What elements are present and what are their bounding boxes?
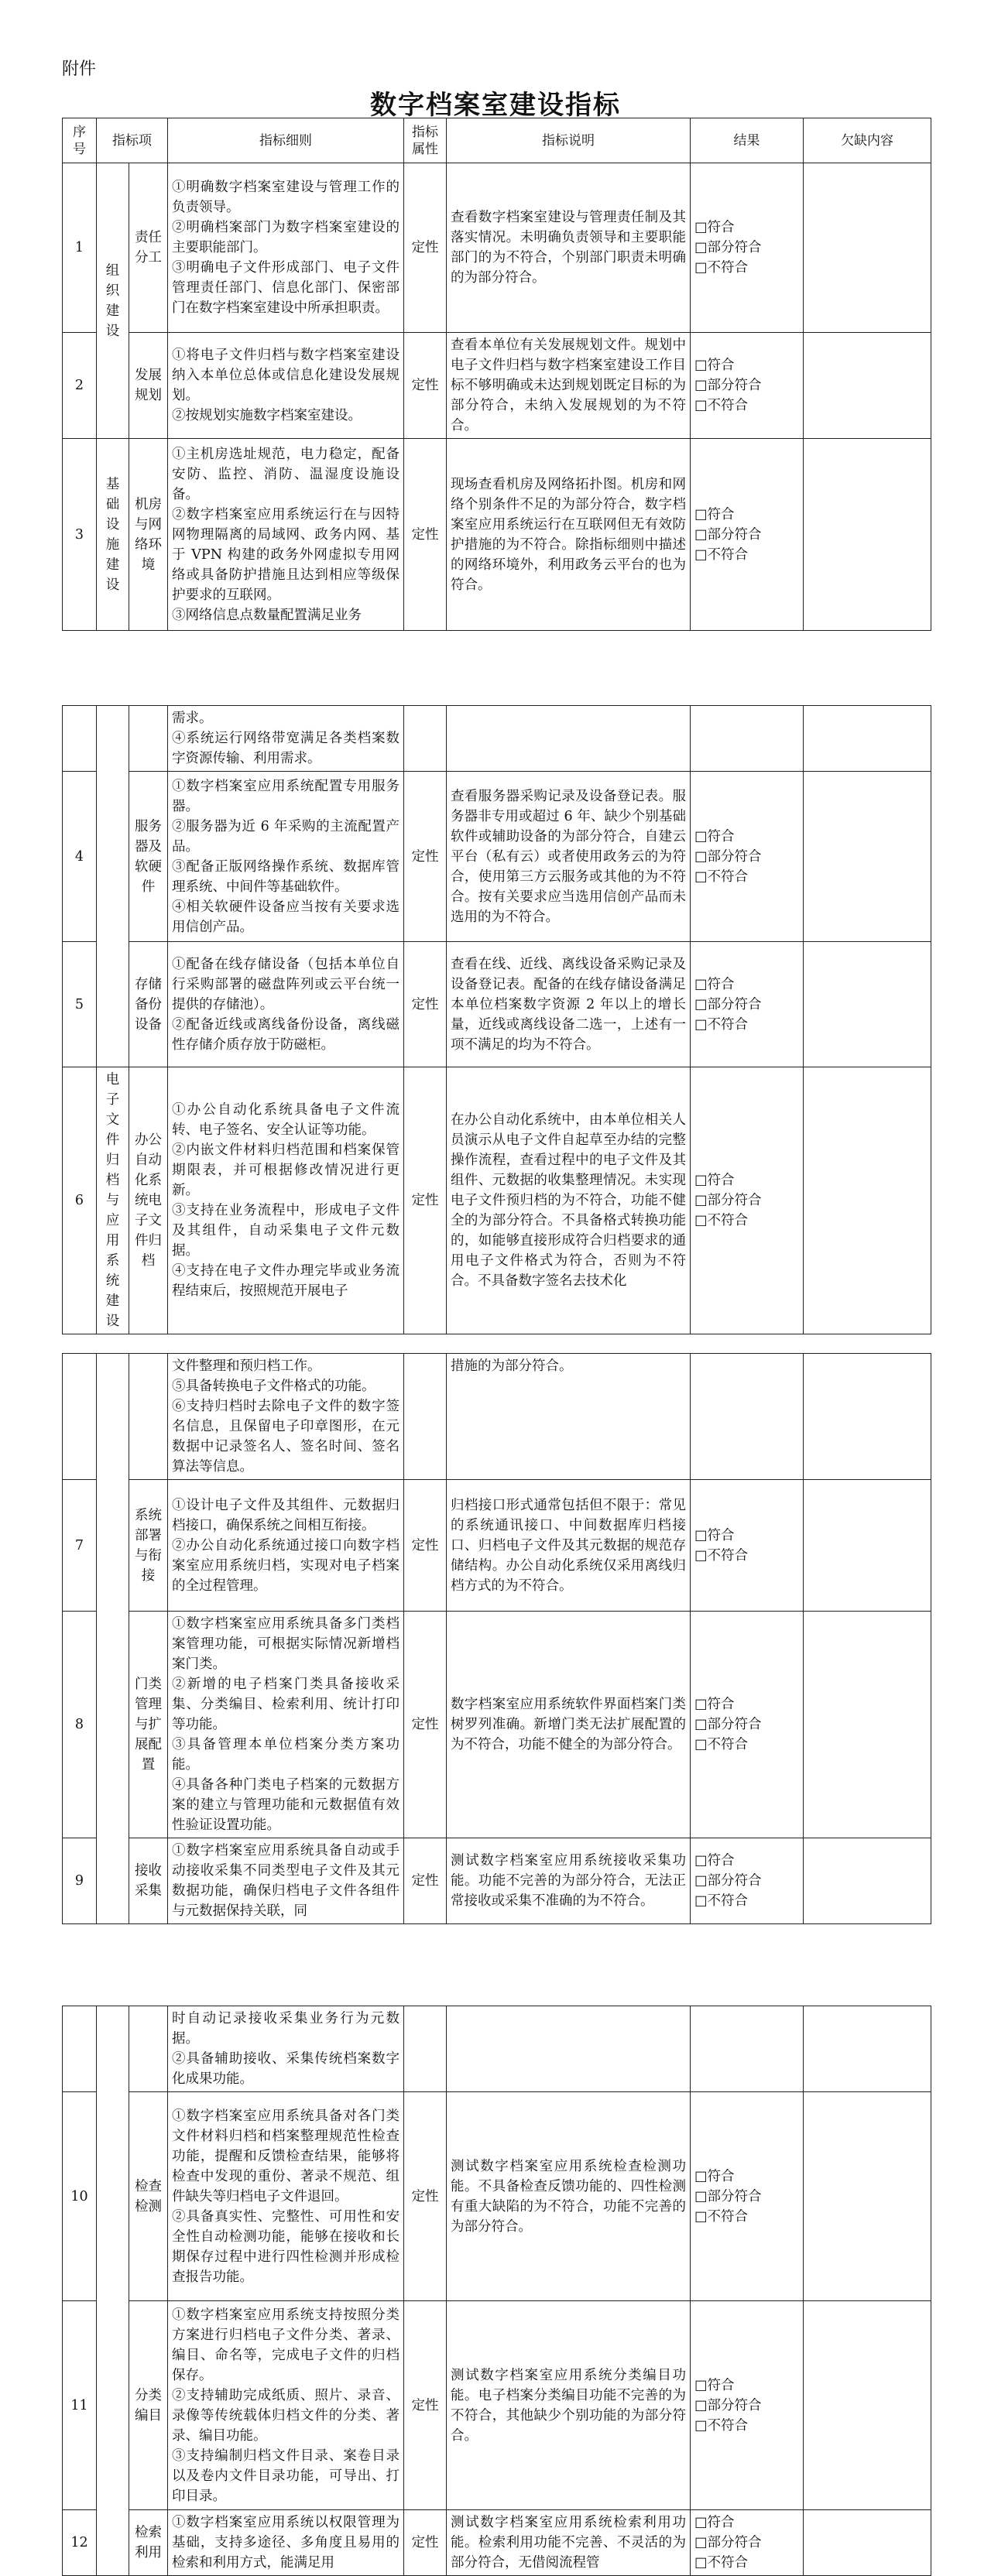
detail-cell	[168, 2301, 404, 2510]
result-option-nonconform[interactable]: □不符合	[694, 2417, 749, 2434]
item-infra	[97, 439, 129, 631]
detail-cell	[168, 1067, 404, 1334]
result-option-conform[interactable]: □符合	[694, 2515, 735, 2530]
detail-line: ②明确档案部门为数字档案室建设的主要职能部门。	[172, 220, 399, 255]
item-system-cont	[97, 1354, 129, 1924]
result-option-nonconform[interactable]: □不符合	[694, 2555, 749, 2571]
missing-cell[interactable]	[804, 163, 931, 333]
detail-line: ②具备真实性、完整性、可用性和安全性自动检测功能，能够在接收和长期保存过程中进行四性检测并形成检查报告功能。	[172, 2208, 399, 2285]
row-seq	[63, 706, 97, 772]
sub-item: 责任分工	[129, 163, 168, 333]
attachment-label: 附件	[62, 60, 97, 79]
attr-cell	[404, 2006, 447, 2092]
missing-cell[interactable]	[804, 1612, 931, 1838]
indicator-table-page-1	[62, 118, 931, 631]
result-option-nonconform[interactable]: □不符合	[694, 1547, 749, 1564]
indicator-table-page-3	[62, 1353, 931, 1924]
detail-line: ④相关软硬件设备应当按有关要求选用信创产品。	[172, 899, 399, 935]
attr-cell	[404, 1354, 447, 1480]
explanation-cell: 查看在线、近线、离线设备采购记录及设备登记表。配备的在线存储设备满足本单位档案数字资源 2 年以上的增长量，近线或离线设备二选一，上述有一项不满足的均为不符合。	[447, 942, 691, 1067]
header-explanation: 指标说明	[447, 118, 691, 163]
missing-cell[interactable]	[804, 2301, 931, 2510]
attr-cell: 定性	[404, 333, 447, 439]
missing-cell[interactable]	[804, 439, 931, 631]
row-seq	[63, 1354, 97, 1480]
table-row	[63, 1354, 931, 1480]
result-option-partial[interactable]: □部分符合	[694, 2397, 762, 2413]
detail-line: ③支持在业务流程中，形成电子文件及其组件，自动采集电子文件元数据。	[172, 1203, 399, 1259]
row-seq: 3	[63, 439, 97, 631]
detail-line: ③网络信息点数量配置满足业务	[172, 607, 362, 623]
result-option-conform[interactable]: □符合	[694, 506, 735, 522]
row-seq: 12	[63, 2510, 97, 2576]
result-option-conform[interactable]: □符合	[694, 358, 735, 373]
result-cell	[691, 942, 804, 1067]
row-seq: 8	[63, 1612, 97, 1838]
explanation-cell: 测试数字档案室应用系统接收采集功能。功能不完善的为部分符合，无法正常接收或采集不准确的为不符合。	[447, 1838, 691, 1924]
explanation-cell: 在办公自动化系统中，由本单位相关人员演示从电子文件自起草至办结的完整操作流程，查看过程中的电子文件及其组件、元数据的收集整理情况。未实现电子文件预归档的为不符合，功能不健全的为部分符合。不具备格式转换功能的，如能够直接形成符合归档要求的通用电子文件格式为符合，否则为不符合。不具备数字签名去技术化	[447, 1067, 691, 1334]
missing-cell[interactable]	[804, 1354, 931, 1480]
result-option-conform[interactable]: □符合	[694, 1173, 735, 1188]
result-cell	[691, 2301, 804, 2510]
sub-item: 服务器及软硬件	[129, 772, 168, 942]
row-seq: 2	[63, 333, 97, 439]
table-header-row	[63, 118, 931, 163]
item-infra-label: 基础设施建设	[105, 476, 120, 593]
detail-line: ④具备各种门类电子档案的元数据方案的建立与管理功能和元数据值有效性验证设置功能。	[172, 1777, 399, 1833]
header-attr: 指标属性	[404, 118, 447, 163]
detail-cell	[168, 333, 404, 439]
row-seq: 6	[63, 1067, 97, 1334]
row-seq: 7	[63, 1480, 97, 1612]
sub-item: 检查检测	[129, 2092, 168, 2301]
sub-item: 门类管理与扩展配置	[129, 1612, 168, 1838]
result-option-partial[interactable]: □部分符合	[694, 848, 762, 865]
detail-cell	[168, 942, 404, 1067]
missing-cell[interactable]	[804, 1480, 931, 1612]
result-option-partial[interactable]: □部分符合	[694, 1193, 762, 1208]
table-row	[63, 772, 931, 942]
detail-line: ①办公自动化系统具备电子文件流转、电子签名、安全认证等功能。	[172, 1102, 399, 1138]
result-cell	[691, 706, 804, 772]
item-org	[97, 163, 129, 439]
missing-cell[interactable]	[804, 2510, 931, 2576]
attr-cell: 定性	[404, 1612, 447, 1838]
table-row	[63, 163, 931, 333]
explanation-cell	[447, 706, 691, 772]
table-row	[63, 2301, 931, 2510]
result-cell	[691, 2092, 804, 2301]
table-row	[63, 942, 931, 1067]
detail-line: ②服务器为近 6 年采购的主流配置产品。	[172, 818, 399, 855]
detail-line: 文件整理和预归档工作。	[172, 1358, 321, 1374]
detail-line: ③配备正版网络操作系统、数据库管理系统、中间件等基础软件。	[172, 858, 399, 895]
sub-item: 分类编目	[129, 2301, 168, 2510]
sub-item: 办公自动化系统电子文件归档	[129, 1067, 168, 1334]
result-option-conform[interactable]: □符合	[694, 1697, 735, 1712]
detail-line: ④系统运行网络带宽满足各类档案数字资源传输、利用需求。	[172, 731, 399, 766]
result-option-partial[interactable]: □部分符合	[694, 240, 762, 255]
result-option-partial[interactable]: □部分符合	[694, 2535, 762, 2550]
result-option-conform[interactable]: □符合	[694, 1527, 735, 1543]
item-system	[97, 1067, 129, 1334]
sub-item: 发展规划	[129, 333, 168, 439]
missing-cell[interactable]	[804, 2092, 931, 2301]
detail-cell	[168, 1838, 404, 1924]
detail-cell	[168, 439, 404, 631]
result-cell	[691, 333, 804, 439]
result-option-nonconform[interactable]: □不符合	[694, 1213, 749, 1228]
table-row	[63, 2510, 931, 2576]
sub-item: 检索利用	[129, 2510, 168, 2576]
sub-item: 机房与网络环境	[129, 439, 168, 631]
detail-cell	[168, 2092, 404, 2301]
detail-line: ⑤具备转换电子文件格式的功能。	[172, 1379, 375, 1394]
result-option-nonconform[interactable]: □不符合	[694, 546, 749, 563]
table-row	[63, 706, 931, 772]
detail-line: ①数字档案室应用系统以权限管理为基础，支持多途径、多角度且易用的检索和利用方式，能满足用	[172, 2515, 399, 2571]
attr-cell: 定性	[404, 2301, 447, 2510]
attr-cell: 定性	[404, 439, 447, 631]
detail-cell	[168, 163, 404, 333]
attr-cell: 定性	[404, 163, 447, 333]
row-seq: 1	[63, 163, 97, 333]
result-cell	[691, 1838, 804, 1924]
detail-cell	[168, 2510, 404, 2576]
result-option-partial[interactable]: □部分符合	[694, 526, 762, 543]
result-cell	[691, 1354, 804, 1480]
result-option-conform[interactable]: □符合	[694, 2168, 735, 2184]
explanation-cell: 测试数字档案室应用系统分类编目功能。电子档案分类编目功能不完善的为不符合，其他缺少个别功能的为部分符合。	[447, 2301, 691, 2510]
result-option-partial[interactable]: □部分符合	[694, 996, 762, 1012]
attr-cell	[404, 706, 447, 772]
attr-cell: 定性	[404, 2510, 447, 2576]
result-option-nonconform[interactable]: □不符合	[694, 260, 749, 276]
attr-cell: 定性	[404, 1480, 447, 1612]
result-cell	[691, 1067, 804, 1334]
detail-cell	[168, 1354, 404, 1480]
explanation-cell: 查看服务器采购记录及设备登记表。服务器非专用或超过 6 年、缺少个别基础软件或辅助设备的为部分符合，自建云平台（私有云）或者使用政务云的为符合，使用第三方云服务或其他的为不符合。按有关要求应当选用信创产品而未选用的为不符合。	[447, 772, 691, 942]
detail-line: ②配备近线或离线备份设备，离线磁性存储介质存放于防磁柜。	[172, 1016, 399, 1053]
result-option-nonconform[interactable]: □不符合	[694, 868, 749, 885]
detail-line: ③明确电子文件形成部门、电子文件管理责任部门、信息化部门、保密部门在数字档案室建设中所承担职责。	[172, 260, 399, 316]
detail-line: ②办公自动化系统通过接口向数字档案室应用系统归档，实现对电子档案的全过程管理。	[172, 1537, 399, 1594]
sub-item: 存储备份设备	[129, 942, 168, 1067]
header-item: 指标项	[97, 118, 168, 163]
row-seq: 4	[63, 772, 97, 942]
detail-line: ①明确数字档案室建设与管理工作的负责领导。	[172, 180, 399, 215]
result-option-conform[interactable]: □符合	[694, 976, 735, 992]
detail-line: ①配备在线存储设备（包括本单位自行采购部署的磁盘阵列或云平台统一提供的存储池）。	[172, 956, 399, 1012]
missing-cell[interactable]	[804, 942, 931, 1067]
detail-line: ①数字档案室应用系统具备多门类档案管理功能，可根据实际情况新增档案门类。	[172, 1616, 399, 1672]
result-option-nonconform[interactable]: □不符合	[694, 398, 749, 413]
item-system-cont	[97, 2006, 129, 2576]
row-seq	[63, 2006, 97, 2092]
result-cell	[691, 1480, 804, 1612]
row-seq: 9	[63, 1838, 97, 1924]
attr-cell: 定性	[404, 1838, 447, 1924]
detail-line: ③支持编制归档文件目录、案卷目录以及卷内文件目录功能，可导出、打印目录。	[172, 2448, 399, 2504]
indicator-table-page-4	[62, 2006, 931, 2576]
result-option-conform[interactable]: □符合	[694, 220, 735, 235]
detail-line: ⑥支持归档时去除电子文件的数字签名信息，且保留电子印章图形，在元数据中记录签名人、签名时间、签名算法等信息。	[172, 1399, 399, 1475]
result-option-nonconform[interactable]: □不符合	[694, 1016, 749, 1033]
result-option-nonconform[interactable]: □不符合	[694, 1737, 749, 1752]
explanation-cell: 归档接口形式通常包括但不限于：常见的系统通讯接口、中间数据库归档接口、归档电子文件及其元数据的规范存储结构。办公自动化系统仅采用离线归档方式的为不符合。	[447, 1480, 691, 1612]
attr-cell: 定性	[404, 942, 447, 1067]
explanation-cell	[447, 2006, 691, 2092]
detail-line: ①将电子文件归档与数字档案室建设纳入本单位总体或信息化建设发展规划。	[172, 348, 399, 403]
sub-item	[129, 706, 168, 772]
explanation-cell: 查看数字档案室建设与管理责任制及其落实情况。未明确负责领导和主要职能部门的为不符合，个别部门职责未明确的为部分符合。	[447, 163, 691, 333]
detail-cell	[168, 1612, 404, 1838]
missing-cell[interactable]	[804, 1838, 931, 1924]
table-row	[63, 1838, 931, 1924]
explanation-cell: 测试数字档案室应用系统检索利用功能。检索利用功能不完善、不灵活的为部分符合，无借阅流程管	[447, 2510, 691, 2576]
detail-line: ②支持辅助完成纸质、照片、录音、录像等传统载体归档文件的分类、著录、编目功能。	[172, 2387, 399, 2444]
detail-line: ②新增的电子档案门类具备接收采集、分类编目、检索利用、统计打印等功能。	[172, 1677, 399, 1732]
table-row	[63, 333, 931, 439]
missing-cell[interactable]	[804, 1067, 931, 1334]
sub-item	[129, 2006, 168, 2092]
missing-cell[interactable]	[804, 772, 931, 942]
result-option-partial[interactable]: □部分符合	[694, 1717, 762, 1732]
explanation-cell: 数字档案室应用系统软件界面档案门类树罗列准确。新增门类无法扩展配置的为不符合，功能不健全的为部分符合。	[447, 1612, 691, 1838]
detail-cell	[168, 772, 404, 942]
detail-line: ①数字档案室应用系统支持按照分类方案进行归档电子文件分类、著录、编目、命名等，完成电子文件的归档保存。	[172, 2307, 399, 2383]
result-cell	[691, 2510, 804, 2576]
result-option-conform[interactable]: □符合	[694, 2377, 735, 2393]
detail-line: ②内嵌文件材料归档范围和档案保管期限表，并可根据修改情况进行更新。	[172, 1142, 399, 1198]
item-infra-cont	[97, 706, 129, 1067]
detail-line: 需求。	[172, 711, 213, 726]
table-row	[63, 2006, 931, 2092]
result-option-nonconform[interactable]: □不符合	[694, 2208, 749, 2225]
detail-cell	[168, 1480, 404, 1612]
result-cell	[691, 439, 804, 631]
detail-cell	[168, 2006, 404, 2092]
sub-item: 系统部署与衔接	[129, 1480, 168, 1612]
table-row	[63, 1480, 931, 1612]
result-option-partial[interactable]: □部分符合	[694, 2188, 762, 2204]
result-cell	[691, 1612, 804, 1838]
table-row	[63, 1067, 931, 1334]
detail-line: ②按规划实施数字档案室建设。	[172, 408, 362, 423]
result-option-nonconform[interactable]: □不符合	[694, 1893, 749, 1909]
page-title: 数字档案室建设指标	[370, 90, 621, 121]
header-detail: 指标细则	[168, 118, 404, 163]
explanation-cell: 测试数字档案室应用系统检查检测功能。不具备检查反馈功能的、四性检测有重大缺陷的为不符合，功能不完善的为部分符合。	[447, 2092, 691, 2301]
sub-item	[129, 1354, 168, 1480]
result-option-conform[interactable]: □符合	[694, 1853, 735, 1869]
attr-cell: 定性	[404, 1067, 447, 1334]
detail-line: ①数字档案室应用系统具备自动或手动接收采集不同类型电子文件及其元数据功能，确保归档电子文件各组件与元数据保持关联，同	[172, 1843, 399, 1919]
detail-cell	[168, 706, 404, 772]
missing-cell[interactable]	[804, 333, 931, 439]
missing-cell[interactable]	[804, 706, 931, 772]
row-seq: 5	[63, 942, 97, 1067]
row-seq: 10	[63, 2092, 97, 2301]
attr-cell: 定性	[404, 772, 447, 942]
detail-line: ③具备管理本单位档案分类方案功能。	[172, 1737, 399, 1773]
detail-line: ②具备辅助接收、采集传统档案数字化成果功能。	[172, 2051, 399, 2087]
detail-line: ①主机房选址规范，电力稳定，配备安防、监控、消防、温湿度设施设备。	[172, 446, 399, 502]
item-system-label: 电子文件归档与应用系统建设	[105, 1072, 120, 1329]
result-cell	[691, 2006, 804, 2092]
header-seq: 序号	[63, 118, 97, 163]
detail-line: ①数字档案室应用系统具备对各门类文件材料归档和档案整理规范性检查功能，提醒和反馈检查结果，能够将检查中发现的重份、著录不规范、组件缺失等归档电子文件退回。	[172, 2108, 399, 2204]
missing-cell[interactable]	[804, 2006, 931, 2092]
header-result: 结果	[691, 118, 804, 163]
explanation-cell: 现场查看机房及网络拓扑图。机房和网络个别条件不足的为部分符合，数字档案室应用系统运行在互联网但无有效防护措施的为不符合。除指标细则中描述的网络环境外，利用政务云平台的也为符合。	[447, 439, 691, 631]
detail-line: ①设计电子文件及其组件、元数据归档接口，确保系统之间相互衔接。	[172, 1497, 399, 1533]
attr-cell: 定性	[404, 2092, 447, 2301]
row-seq: 11	[63, 2301, 97, 2510]
detail-line: ④支持在电子文件办理完毕或业务流程结束后，按照规范开展电子	[172, 1263, 399, 1299]
result-cell	[691, 772, 804, 942]
result-option-conform[interactable]: □符合	[694, 828, 735, 844]
sub-item: 接收采集	[129, 1838, 168, 1924]
table-row	[63, 2092, 931, 2301]
result-option-partial[interactable]: □部分符合	[694, 378, 762, 393]
header-missing: 欠缺内容	[804, 118, 931, 163]
explanation-cell: 查看本单位有关发展规划文件。规划中电子文件归档与数字档案室建设工作目标不够明确或未达到规划既定目标的为部分符合，未纳入发展规划的为不符合。	[447, 333, 691, 439]
detail-line: ②数字档案室应用系统运行在与因特网物理隔离的局域网、政务内网、基于 VPN 构建的政务外网虚拟专用网络或具备防护措施且达到相应等级保护要求的互联网。	[172, 506, 399, 603]
detail-line: 时自动记录接收采集业务行为元数据。	[172, 2011, 399, 2047]
item-org-label: 组织建设	[105, 262, 120, 339]
indicator-table-page-2	[62, 705, 931, 1334]
table-row	[63, 1612, 931, 1838]
detail-line: ①数字档案室应用系统配置专用服务器。	[172, 778, 399, 814]
result-cell	[691, 163, 804, 333]
explanation-cell: 措施的为部分符合。	[447, 1354, 691, 1480]
result-option-partial[interactable]: □部分符合	[694, 1873, 762, 1889]
table-row	[63, 439, 931, 631]
